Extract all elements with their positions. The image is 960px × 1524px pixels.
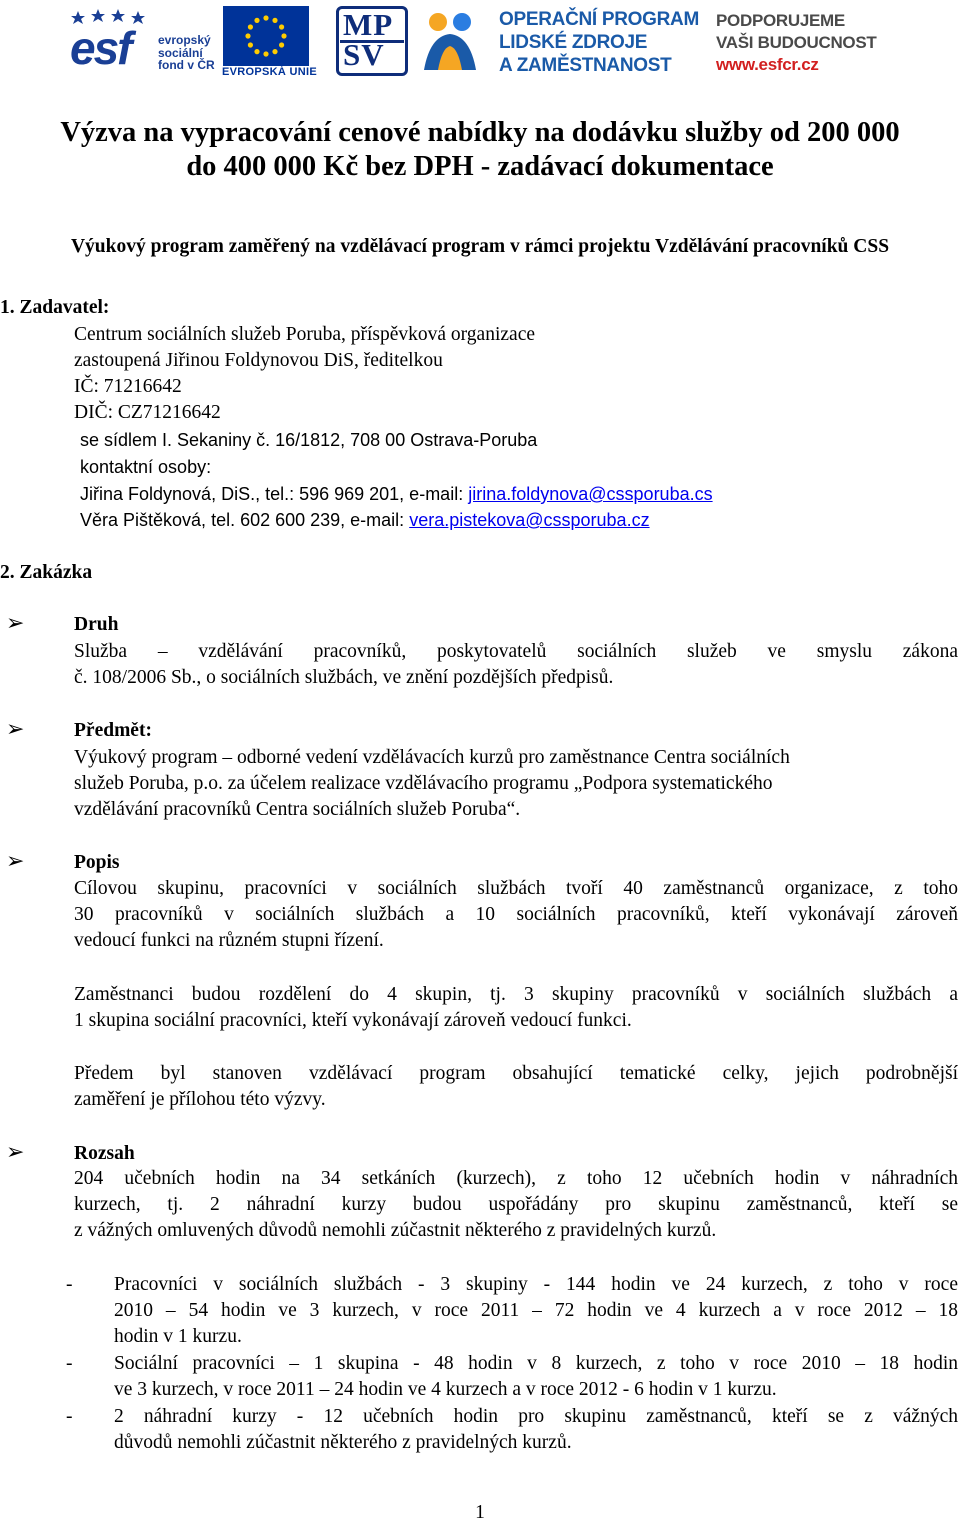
bullet-arrow-icon: ➢ xyxy=(6,717,25,742)
contact-row: Věra Pištěková, tel. 602 600 239, e-mail: vera.pistekova@cssporuba.cz xyxy=(80,510,650,530)
op-lzz-logo-text: OPERAČNÍ PROGRAM LIDSKÉ ZDROJE A ZAMĚSTNANOST xyxy=(499,9,699,76)
predmet-line: Výukový program – odborné vedení vzdělávacích kurzů pro zaměstnance Centra sociálních xyxy=(74,747,790,768)
bullet-arrow-icon: ➢ xyxy=(6,1140,25,1165)
section1-line: zastoupená Jiřinou Foldynovou DiS, ředitelkou xyxy=(74,350,443,371)
rozsah-heading: Rozsah xyxy=(74,1143,135,1164)
list-item-line: Pracovníci v sociálních službách - 3 skupiny - 144 hodin ve 24 kurzech, z toho v roce xyxy=(114,1274,958,1295)
bullet-arrow-icon: ➢ xyxy=(6,611,25,636)
popis-line: Předem byl stanoven vzdělávací program obsahující tematické celky, jejich podrobnější xyxy=(74,1063,958,1084)
list-item-line: důvodů nemohli zúčastnit některého z pravidelných kurzů. xyxy=(114,1432,572,1453)
list-item-line: 2 náhradní kurzy - 12 učebních hodin pro skupinu zaměstnanců, kteří se z vážných xyxy=(114,1406,958,1427)
logo-bar xyxy=(0,0,960,85)
eu-label: EVROPSKÁ UNIE xyxy=(222,66,317,78)
predmet-heading: Předmět: xyxy=(74,720,152,741)
section1-heading: 1. Zadavatel: xyxy=(0,297,110,318)
list-item-line: Sociální pracovníci – 1 skupina - 48 hodin v 8 kurzech, z toho v roce 2010 – 18 hodin xyxy=(114,1353,958,1374)
popis-line: Cílovou skupinu, pracovníci v sociálních službách tvoří 40 zaměstnanců organizace, z toho xyxy=(74,878,958,899)
druh-line: č. 108/2006 Sb., o sociálních službách, ve znění pozdějších předpisů. xyxy=(74,667,614,688)
bullet-arrow-icon: ➢ xyxy=(6,849,25,874)
slogan: PODPORUJEME VAŠI BUDOUCNOST www.esfcr.cz xyxy=(716,11,877,74)
popis-line: zaměření je přílohou této výzvy. xyxy=(74,1089,326,1110)
document-title: Výzva na vypracování cenové nabídky na dodávku služby od 200 000 do 400 000 Kč bez DPH - zadávací dokumentace xyxy=(60,117,900,182)
dash-bullet: - xyxy=(66,1274,73,1295)
rozsah-line: z vážných omluvených důvodů nemohli zúčastnit některého z pravidelných kurzů. xyxy=(74,1220,717,1241)
slogan-url: www.esfcr.cz xyxy=(716,55,819,74)
list-item-line: 2010 – 54 hodin ve 3 kurzech, v roce 2011 – 72 hodin ve 4 kurzech a v roce 2012 – 18 xyxy=(114,1300,958,1321)
section1-line: Centrum sociálních služeb Poruba, příspěvková organizace xyxy=(74,324,536,345)
page-number: 1 xyxy=(475,1502,485,1523)
op-lzz-mark-icon xyxy=(420,10,480,72)
section1-line: DIČ: CZ71216642 xyxy=(74,402,221,423)
document-subtitle: Výukový program zaměřený na vzdělávací program v rámci projektu Vzdělávání pracovníků CSS xyxy=(70,236,890,257)
section2-heading: 2. Zakázka xyxy=(0,562,93,583)
predmet-line: služeb Poruba, p.o. za účelem realizace vzdělávacího programu „Podpora systematického xyxy=(74,773,773,794)
druh-heading: Druh xyxy=(74,614,119,635)
rozsah-line: 204 učebních hodin na 34 setkáních (kurzech), z toho 12 učebních hodin v náhradních xyxy=(74,1168,958,1189)
dash-bullet: - xyxy=(66,1353,73,1374)
section1-address: se sídlem I. Sekaniny č. 16/1812, 708 00 Ostrava-Poruba xyxy=(80,430,538,450)
dash-bullet: - xyxy=(66,1406,73,1427)
section1-contacts-label: kontaktní osoby: xyxy=(80,457,212,477)
predmet-line: vzdělávání pracovníků Centra sociálních služeb Poruba“. xyxy=(74,799,521,820)
popis-line: Zaměstnanci budou rozdělení do 4 skupin, tj. 3 skupiny pracovníků v sociálních službách a xyxy=(74,984,958,1005)
popis-line: 30 pracovníků v sociálních službách a 10 sociálních pracovníků, kteří vykonávají zároveň xyxy=(74,904,958,925)
rozsah-line: kurzech, tj. 2 náhradní kurzy budou uspořádány pro skupinu zaměstnanců, kteří se xyxy=(74,1194,958,1215)
druh-line: Služba – vzdělávání pracovníků, poskytovatelů sociálních služeb ve smyslu zákona xyxy=(74,641,958,662)
list-item-line: hodin v 1 kurzu. xyxy=(114,1326,242,1347)
email-link[interactable]: jirina.foldynova@cssporuba.cs xyxy=(468,484,713,504)
mpsv-logo-text: MPSV xyxy=(343,7,394,72)
contact-row: Jiřina Foldynová, DiS., tel.: 596 969 201, e-mail: jirina.foldynova@cssporuba.cs xyxy=(80,484,713,504)
esf-logo-text: esf xyxy=(70,22,131,74)
esf-subtitle: evropský sociální fond v ČR xyxy=(158,33,215,72)
eu-flag-icon xyxy=(223,6,309,66)
section1-line: IČ: 71216642 xyxy=(74,376,182,397)
email-link[interactable]: vera.pistekova@cssporuba.cz xyxy=(409,510,650,530)
list-item-line: ve 3 kurzech, v roce 2011 – 24 hodin ve 4 kurzech a v roce 2012 - 6 hodin v 1 kurzu. xyxy=(114,1379,777,1400)
popis-line: 1 skupina sociální pracovníci, kteří vykonávají zároveň vedoucí funkci. xyxy=(74,1010,632,1031)
popis-line: vedoucí funkci na různém stupni řízení. xyxy=(74,930,384,951)
popis-heading: Popis xyxy=(74,852,120,873)
